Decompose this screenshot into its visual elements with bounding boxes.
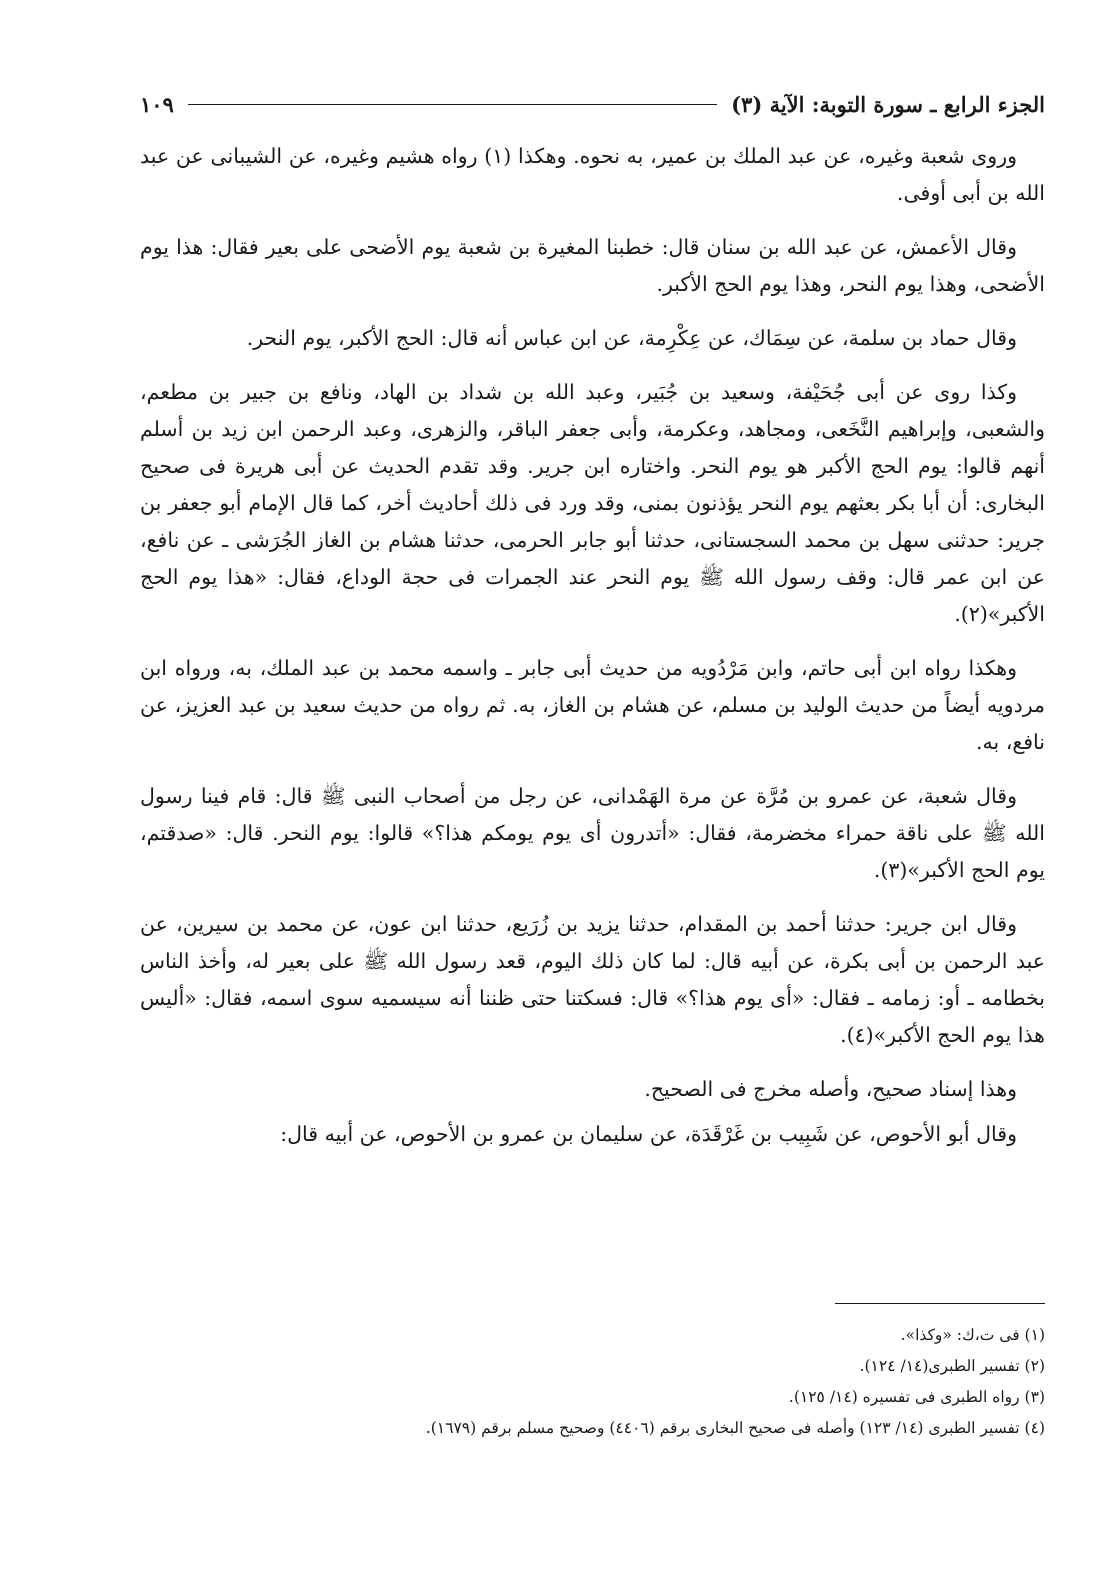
- paragraph: وقال شعبة، عن عمرو بن مُرَّة عن مرة الهَمْدانى، عن رجل من أصحاب النبى ﷺ قال: قام فينا رسول الله ﷺ على ناقة حمراء مخضرمة، فقال: «أتدرون أى يوم يومكم هذا؟» قالوا: يوم النحر. قال: «صدقتم، يوم الحج الأكبر»(٣).: [140, 784, 1045, 882]
- footnote-separator: [835, 1303, 1045, 1304]
- footnote: (٤) تفسير الطبرى (١٤/ ١٢٣) وأصله فى صحيح البخارى برقم (٤٤٠٦) وصحيح مسلم برقم (١٦٧٩).: [425, 1419, 1045, 1437]
- main-text: [140, 138, 1045, 1170]
- paragraph: وهذا إسناد صحيح، وأصله مخرج فى الصحيح.: [644, 1077, 1017, 1101]
- paragraph: وقال ابن جرير: حدثنا أحمد بن المقدام، حدثنا يزيد بن زُرَيع، حدثنا ابن عون، عن محمد بن سيرين، عن عبد الرحمن بن أبى بكرة، عن أبيه قال: لما كان ذلك اليوم، قعد رسول الله ﷺ على بعير له، وأخذ الناس بخطامه ـ أو: زمامه ـ فقال: «أى يوم هذا؟» قال: فسكتنا حتى ظننا أنه سيسميه سوى اسمه، فقال: «أليس هذا يوم الحج الأكبر»(٤).: [140, 912, 1045, 1047]
- footnote: (١) فى ت،ك: «وكذا».: [900, 1326, 1045, 1344]
- footnotes: [140, 1320, 1045, 1444]
- header-rule: [188, 104, 717, 105]
- paragraph: وروى شعبة وغيره، عن عبد الملك بن عمير، به نحوه. وهكذا (١) رواه هشيم وغيره، عن الشيبانى عن عبد الله بن أبى أوفى.: [140, 144, 1045, 205]
- paragraph: وهكذا رواه ابن أبى حاتم، وابن مَرْدُويه من حديث أبى جابر ـ واسمه محمد بن عبد الملك، به، ورواه ابن مردويه أيضاً من حديث الوليد بن مسلم، عن هشام بن الغاز، به. ثم رواه من حديث سعيد بن عبد العزيز، عن نافع، به.: [140, 656, 1045, 754]
- paragraph: وقال الأعمش، عن عبد الله بن سنان قال: خطبنا المغيرة بن شعبة يوم الأضحى على بعير فقال: هذا يوم الأضحى، وهذا يوم النحر، وهذا يوم الحج الأكبر.: [140, 235, 1045, 296]
- header-title: الجزء الرابع ـ سورة التوبة: الآية (٣): [731, 91, 1045, 117]
- footnote: (٣) رواه الطبرى فى تفسيره (١٤/ ١٢٥).: [788, 1388, 1045, 1406]
- paragraph: وكذا روى عن أبى جُحَيْفة، وسعيد بن جُبَير، وعبد الله بن شداد بن الهاد، ونافع بن جبير بن مطعم، والشعبى، وإبراهيم النَّخَعى، ومجاهد، وعكرمة، وأبى جعفر الباقر، والزهرى، وعبد الرحمن ابن زيد بن أسلم أنهم قالوا: يوم الحج الأكبر هو يوم النحر. واختاره ابن جرير. وقد تقدم الحديث عن أبى هريرة فى صحيح البخارى: أن أبا بكر بعثهم يوم النحر يؤذنون بمنى، وقد ورد فى ذلك أحاديث أخر، كما قال الإمام أبو جعفر بن جرير: حدثنى سهل بن محمد السجستانى، حدثنا أبو جابر الحرمى، حدثنا هشام بن الغاز الجُرَشى ـ عن نافع، عن ابن عمر قال: وقف رسول الله ﷺ يوم النحر عند الجمرات فى حجة الوداع، فقال: «هذا يوم الحج الأكبر»(٢).: [140, 380, 1045, 626]
- paragraph: وقال حماد بن سلمة، عن سِمَاك، عن عِكْرِمة، عن ابن عباس أنه قال: الحج الأكبر، يوم النحر.: [246, 326, 1017, 350]
- page-number: ١٠٩: [140, 91, 174, 117]
- footnote: (٢) تفسير الطبرى(١٤/ ١٢٤).: [859, 1357, 1045, 1375]
- paragraph: وقال أبو الأحوص، عن شَبِيب بن غَرْقَدَة، عن سليمان بن عمرو بن الأحوص، عن أبيه قال:: [280, 1122, 1017, 1146]
- running-header: [140, 84, 1045, 124]
